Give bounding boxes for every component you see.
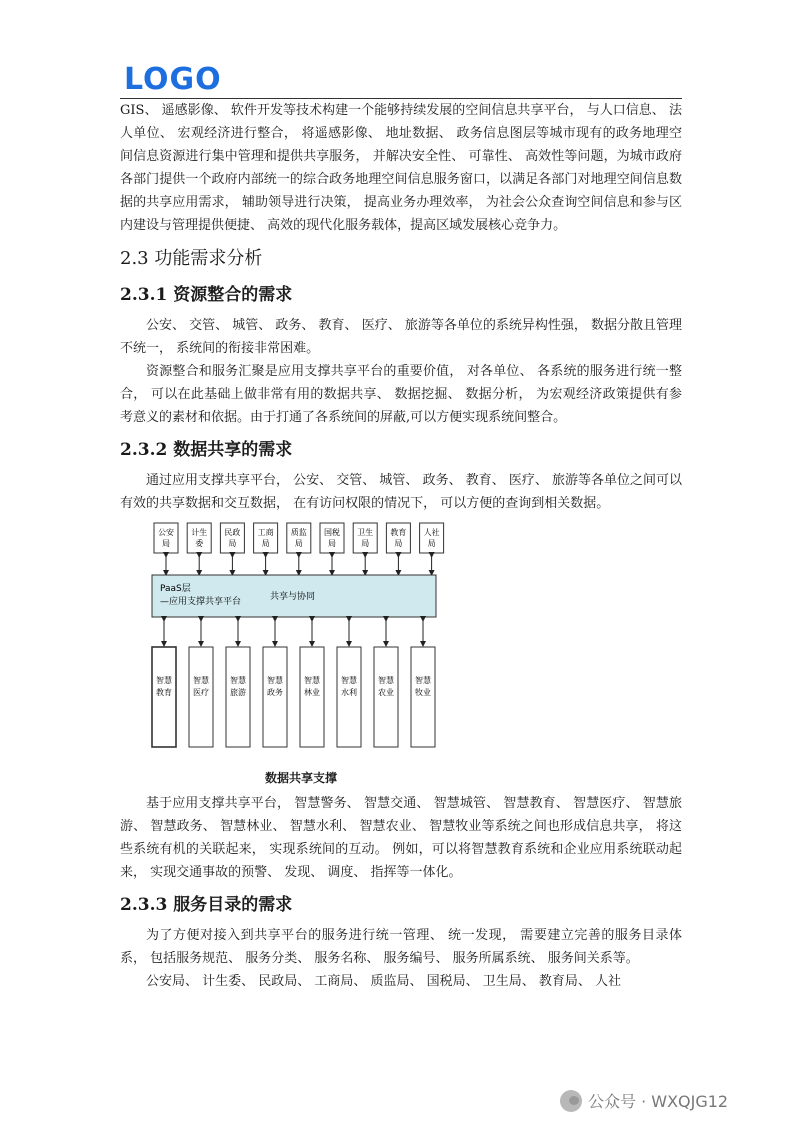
department-box bbox=[420, 523, 444, 553]
platform-center-label: 共享与协同 bbox=[270, 592, 316, 602]
department-label: 质监 bbox=[290, 528, 307, 537]
department-label: 国税 bbox=[324, 528, 340, 537]
paragraph: 公安局、 计生委、 民政局、 工商局、 质监局、 国税局、 卫生局、 教育局、 人社 bbox=[146, 974, 622, 989]
logo: LOGO bbox=[124, 62, 222, 97]
paragraph: 通过应用支撑共享平台， 公安、 交管、 城管、 政务、 教育、 医疗、 旅游等各单位之间可以有效的共享数据和交互数据， 在有访问权限的情况下， 可以方便的查询到相关数据。 bbox=[120, 473, 682, 511]
department-label: 工商 bbox=[257, 528, 274, 537]
department-box bbox=[353, 523, 377, 553]
department-box bbox=[154, 523, 178, 553]
department-box bbox=[254, 523, 278, 553]
department-box bbox=[320, 523, 344, 553]
system-label: 医疗 bbox=[193, 688, 209, 697]
watermark-text: 公众号 · WXQJG12 bbox=[588, 1092, 729, 1111]
section-heading-2-3: 2.3 功能需求分析 bbox=[120, 248, 263, 269]
system-label: 政务 bbox=[267, 688, 283, 697]
department-box bbox=[386, 523, 410, 553]
system-label: 智慧 bbox=[304, 676, 320, 685]
system-box bbox=[189, 647, 213, 747]
paragraph: 基于应用支撑共享平台， 智慧警务、 智慧交通、 智慧城管、 智慧教育、 智慧医疗、 智慧旅游、 智慧政务、 智慧林业、 智慧水利、 智慧农业、 智慧牧业等系统之间也形成信息共享， 将这些系统有机的关联起来， 实现系统间的互动。 例如，可以将智慧教育系统和企业应用系统联动起来， 实现交通事故的预警、 发现、 调度、 指挥等一体化。 bbox=[120, 796, 682, 880]
system-label: 智慧 bbox=[341, 676, 357, 685]
watermark bbox=[560, 1089, 728, 1112]
section-heading-2-3-1: 2.3.1 资源整合的需求 bbox=[120, 285, 293, 305]
system-box bbox=[152, 647, 176, 747]
paragraph: 资源整合和服务汇聚是应用支撑共享平台的重要价值， 对各单位、 各系统的服务进行统一整合， 可以在此基础上做非常有用的数据共享、 数据挖掘、 数据分析， 为宏观经济政策提供有参考意义的素材和依据。由于打通了各系统间的屏蔽,可以方便实现系统间整合。 bbox=[120, 364, 682, 425]
system-box bbox=[411, 647, 435, 747]
department-label: 教育 bbox=[390, 528, 407, 537]
system-label: 智慧 bbox=[267, 676, 283, 685]
department-label: 计生 bbox=[191, 528, 208, 537]
system-label: 智慧 bbox=[156, 676, 172, 685]
diagram-svg bbox=[120, 519, 682, 767]
department-label: 局 bbox=[427, 539, 436, 548]
department-label: 局 bbox=[294, 539, 303, 548]
system-label: 智慧 bbox=[193, 676, 209, 685]
department-label: 卫生 bbox=[357, 528, 374, 537]
department-label: 局 bbox=[228, 539, 237, 548]
system-label: 旅游 bbox=[230, 688, 246, 697]
department-label: 局 bbox=[261, 539, 270, 548]
system-label: 智慧 bbox=[415, 676, 431, 685]
diagram-caption: 数据共享支撑 bbox=[264, 771, 337, 785]
system-label: 林业 bbox=[304, 688, 320, 697]
department-label: 局 bbox=[162, 539, 170, 548]
intro-paragraph: GIS、 遥感影像、 软件开发等技术构建一个能够持续发展的空间信息共享平台， 与人口信息、 法人单位、 宏观经济进行整合， 将遥感影像、 地址数据、 政务信息图层等城市现有的政务地理空间信息资源进行集中管理和提供共享服务， 并解决安全性、 可靠性、 高效性等问题，为城市政府各部门提供一个政府内部统一的综合政务地理空间信息服务窗口，以满足各部门对地理空间信息数据的共享应用需求， 辅助领导进行决策， 提高业务办理效率， 为社会公众查询空间信息和参与区内建设与管理提供便捷、 高效的现代化服务载体，提高区域发展核心竞争力。 bbox=[120, 103, 682, 233]
department-label: 局 bbox=[361, 539, 370, 548]
system-label: 智慧 bbox=[378, 676, 394, 685]
document-body bbox=[120, 99, 682, 993]
system-box bbox=[300, 647, 324, 747]
department-label: 委 bbox=[195, 539, 204, 548]
system-label: 水利 bbox=[341, 688, 357, 697]
department-label: 人社 bbox=[423, 528, 440, 537]
department-label: 民政 bbox=[224, 528, 241, 537]
department-label: 公安 bbox=[158, 528, 174, 537]
system-box bbox=[374, 647, 398, 747]
system-label: 教育 bbox=[156, 688, 172, 697]
department-box bbox=[287, 523, 311, 553]
system-box bbox=[263, 647, 287, 747]
system-box bbox=[226, 647, 250, 747]
department-box bbox=[187, 523, 211, 553]
system-box bbox=[337, 647, 361, 747]
platform-label-2: —应用支撑共享平台 bbox=[160, 597, 242, 607]
section-heading-2-3-2: 2.3.2 数据共享的需求 bbox=[120, 440, 293, 460]
system-label: 牧业 bbox=[415, 688, 431, 697]
department-label: 局 bbox=[328, 539, 336, 548]
system-label: 智慧 bbox=[230, 676, 246, 685]
wechat-icon bbox=[560, 1090, 582, 1112]
data-sharing-diagram bbox=[120, 519, 682, 767]
paragraph: 公安、 交管、 城管、 政务、 教育、 医疗、 旅游等各单位的系统异构性强， 数据分散且管理不统一， 系统间的衔接非常困难。 bbox=[120, 318, 682, 356]
system-label: 农业 bbox=[378, 688, 394, 697]
department-label: 局 bbox=[394, 539, 403, 548]
paragraph: 为了方便对接入到共享平台的服务进行统一管理、 统一发现， 需要建立完善的服务目录体系， 包括服务规范、 服务分类、 服务名称、 服务编号、 服务所属系统、 服务间关系等。 bbox=[120, 928, 682, 966]
platform-label-1: PaaS层 bbox=[160, 584, 191, 594]
department-box bbox=[220, 523, 244, 553]
section-heading-2-3-3: 2.3.3 服务目录的需求 bbox=[120, 895, 293, 915]
